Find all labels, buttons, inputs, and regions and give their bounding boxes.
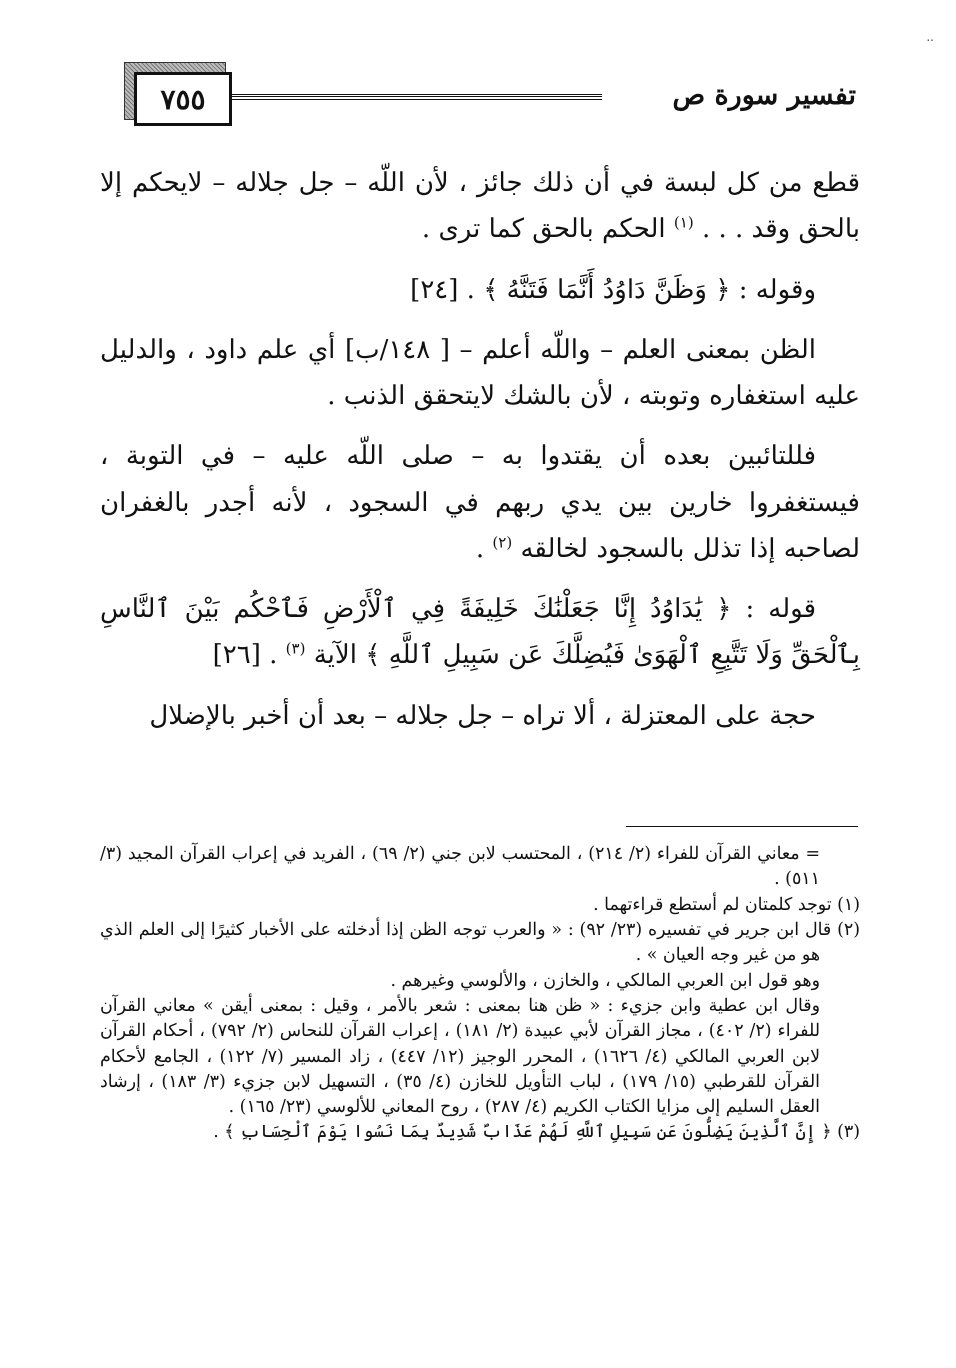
paragraph-3 [100,433,860,572]
verse-26-number: . [٢٦] [212,640,278,671]
footnote-ref-2: (٢) [492,533,513,552]
footnote-3: (٣) ﴿ إِنَّ ٱلَّذِينَ يَضِلُّونَ عَن سَبِيلِ ٱللَّهِ لَهُمْ عَذَابٌ شَدِيدٌ بِمَا نَسُوا يَوْمَ ٱلْحِسَابِ ﴾ . [213,1122,860,1143]
paragraph-4: حجة على المعتزلة ، ألا تراه – جل جلاله – بعد أن أخبر بالإضلال [149,700,816,731]
page-header [0,0,956,140]
footnote-1: (١) توجد كلمتان لم أستطع قراءتهما . [593,894,860,915]
footnote-continuation: = معاني القرآن للفراء (٢/ ٢١٤) ، المحتسب لابن جني (٢/ ٦٩) ، الفريد في إعراب القرآن المجيد (٣/ ٥١١) . [100,844,821,890]
paragraph-1 [100,160,860,253]
footnote-ref-3: (٣) [285,639,306,658]
footnotes [100,842,860,1146]
paragraph-2: الظن بمعنى العلم – واللّه أعلم – [ ١٤٨/ب] أي علم داود ، والدليل عليه استغفاره وتوبته ، لأن بالشك لايتحقق الذنب . [100,334,860,412]
header-rule [232,94,602,100]
paragraph-1-text: قطع من كل لبسة في أن ذلك جائز ، لأن اللّه – جل جلاله – لايحكم إلا بالحق وقد . . . [100,168,860,245]
paragraph-3-text: فللتائبين بعده أن يقتدوا به – صلى اللّه عليه – في التوبة ، فيستغفروا خارين بين يدي ربهم في السجود ، لأنه أجدر بالغفران لصاحبه إذا تذلل بالسجود لخالقه [100,441,860,564]
paragraph-3-tail: . [475,533,485,564]
scan-mark: .. [926,30,934,44]
page-number: ٧٥٥ [134,72,232,126]
footnote-separator [626,826,858,827]
verse-26 [100,586,860,679]
verse-24: وقوله : ﴿ وَظَنَّ دَاوُدُ أَنَّمَا فَتَنَّهُ ﴾ . [٢٤] [410,274,816,305]
paragraph-1-tail: الحكم بالحق كما ترى . [421,214,666,245]
footnote-2-line-2: وهو قول ابن العربي المالكي ، والخازن ، والألوسي وغيرهم . [390,970,820,991]
running-title: تفسير سورة ص [672,80,856,111]
footnote-ref-1: (١) [673,213,694,232]
main-text [100,160,860,753]
footnote-2-line-3: وقال ابن عطية وابن جزيء : « ظن هنا بمعنى : شعر بالأمر ، وقيل : بمعنى أيقن » معاني القرآن للفراء (٢/ ٤٠٢) ، مجاز القرآن لأبي عبيدة (٢/ ١٨١) ، إعراب القرآن للنحاس (٢/ ٧٩٢) ، أحكام القرآن لابن العربي المالكي (٤/ ١٦٢٦) ، المحرر الوجيز (١٢/ ٤٤٧) ، زاد المسير (٧/ ١٢٢) ، الجامع لأحكام القرآن للقرطبي (١٥/ ١٧٩) ، لباب التأويل للخازن (٤/ ٣٥) ، التسهيل لابن جزيء (٣/ ١٨٣) ، إرشاد العقل السليم إلى مزايا الكتاب الكريم (٤/ ٢٨٧) ، روح المعاني للألوسي (٢٣/ ١٦٥) . [100,995,821,1118]
verse-26-text: قوله : ﴿ يَٰدَاوُدُ إِنَّا جَعَلْنَٰكَ خَلِيفَةً فِي ٱلْأَرْضِ فَٱحْكُم بَيْنَ ٱلنَّاسِ بِٱلْحَقِّ وَلَا تَتَّبِعِ ٱلْهَوَىٰ فَيُضِلَّكَ عَن سَبِيلِ ٱللَّهِ ﴾ الآية [100,594,860,671]
footnote-2: (٢) قال ابن جرير في تفسيره (٢٣/ ٩٢) : « والعرب توجه الظن إذا أدخلته على الأخبار كثيرًا إلى العلم الذي هو من غير وجه العيان » . [100,919,860,966]
